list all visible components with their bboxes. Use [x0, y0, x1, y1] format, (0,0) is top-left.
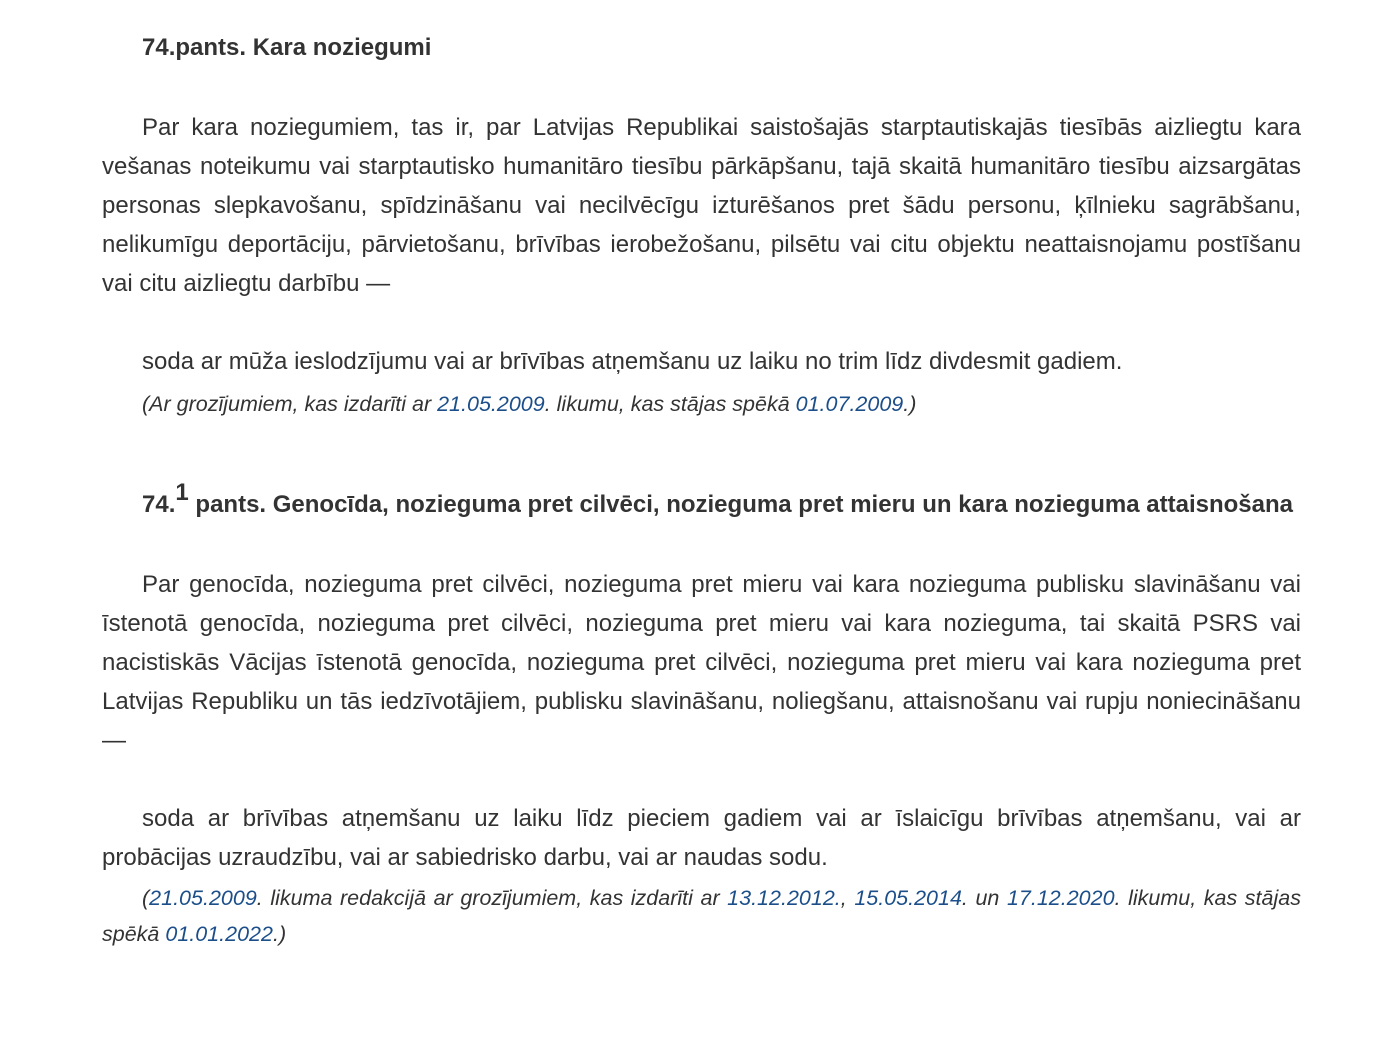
note-close: .) — [272, 922, 287, 946]
article-74-1-superscript: 1 — [175, 479, 189, 506]
amendment-link-21-05-2009[interactable]: 21.05.2009 — [437, 392, 545, 416]
amendment-link-15-05-2014[interactable]: 15.05.2014 — [854, 886, 962, 910]
note-middle: . likumu, kas stājas spēkā — [544, 392, 796, 416]
note-sep-1: , — [840, 886, 855, 910]
article-74-1-amendment-note — [102, 880, 1301, 952]
article-74-amendment-note — [102, 386, 1301, 422]
article-74-title — [102, 28, 1301, 67]
note-text-1: . likuma redakcijā ar grozījumiem, kas izdarīti ar — [256, 886, 728, 910]
in-force-link-01-07-2009[interactable]: 01.07.2009 — [795, 392, 904, 416]
article-74-1-body: Par genocīda, nozieguma pret cilvēci, nozieguma pret mieru vai kara nozieguma publisku slavināšanu vai īstenotā genocīda, nozieguma pret cilvēci, nozieguma pret mieru vai kara nozieguma, tai skaitā PSRS vai nacistiskās Vācijas īstenotā genocīda, nozieguma pret cilvēci, nozieguma pret mieru vai kara nozieguma pret Latvijas Republiku un tās iedzīvotājiem, publisku slavināšanu, noliegšanu, attaisnošanu vai rupju noniecināšanu — — [102, 571, 1301, 754]
note-suffix: .) — [903, 392, 917, 416]
article-74-title-text: 74.pants. Kara noziegumi — [142, 34, 432, 61]
amendment-link-17-12-2020[interactable]: 17.12.2020 — [1006, 886, 1115, 910]
article-74-body: Par kara noziegumiem, tas ir, par Latvijas Republikai saistošajās starptautiskajās tiesībās aizliegtu kara vešanas noteikumu vai starptautisko humanitāro tiesību pārkāpšanu, tajā skaitā humanitāro tiesību aizsargātas personas slepkavošanu, spīdzināšanu vai necilvēcīgu izturēšanos pret šādu personu, ķīlnieku sagrābšanu, nelikumīgu deportāciju, pārvietošanu, brīvības ierobežošanu, pilsētu vai citu objektu neattaisnojamu postīšanu vai citu aizliegtu darbību — — [102, 114, 1301, 297]
redaction-link-21-05-2009[interactable]: 21.05.2009 — [149, 886, 257, 910]
law-document — [102, 28, 1301, 952]
article-74-1-penalty: soda ar brīvības atņemšanu uz laiku līdz pieciem gadiem vai ar īslaicīgu brīvības atņemšanu, vai ar probācijas uzraudzību, vai ar sabiedrisko darbu, vai ar naudas sodu. — [102, 805, 1301, 871]
note-prefix: (Ar grozījumiem, kas izdarīti ar — [142, 392, 438, 416]
article-74-penalty: soda ar mūža ieslodzījumu vai ar brīvības atņemšanu uz laiku no trim līdz divdesmit gadiem. — [142, 348, 1123, 375]
in-force-link-01-01-2022[interactable]: 01.01.2022 — [165, 922, 273, 946]
note-open: ( — [142, 886, 150, 910]
amendment-link-13-12-2012[interactable]: 13.12.2012. — [727, 886, 841, 910]
note-sep-2: . un — [961, 886, 1007, 910]
article-74-1-title-text: pants. Genocīda, nozieguma pret cilvēci, nozieguma pret mieru un kara nozieguma attaisnošana — [188, 491, 1294, 518]
article-74-1-number: 74. — [142, 491, 176, 518]
note-text-2: . likumu, kas stājas spēkā — [102, 886, 1301, 946]
article-74-1-title — [102, 479, 1301, 524]
